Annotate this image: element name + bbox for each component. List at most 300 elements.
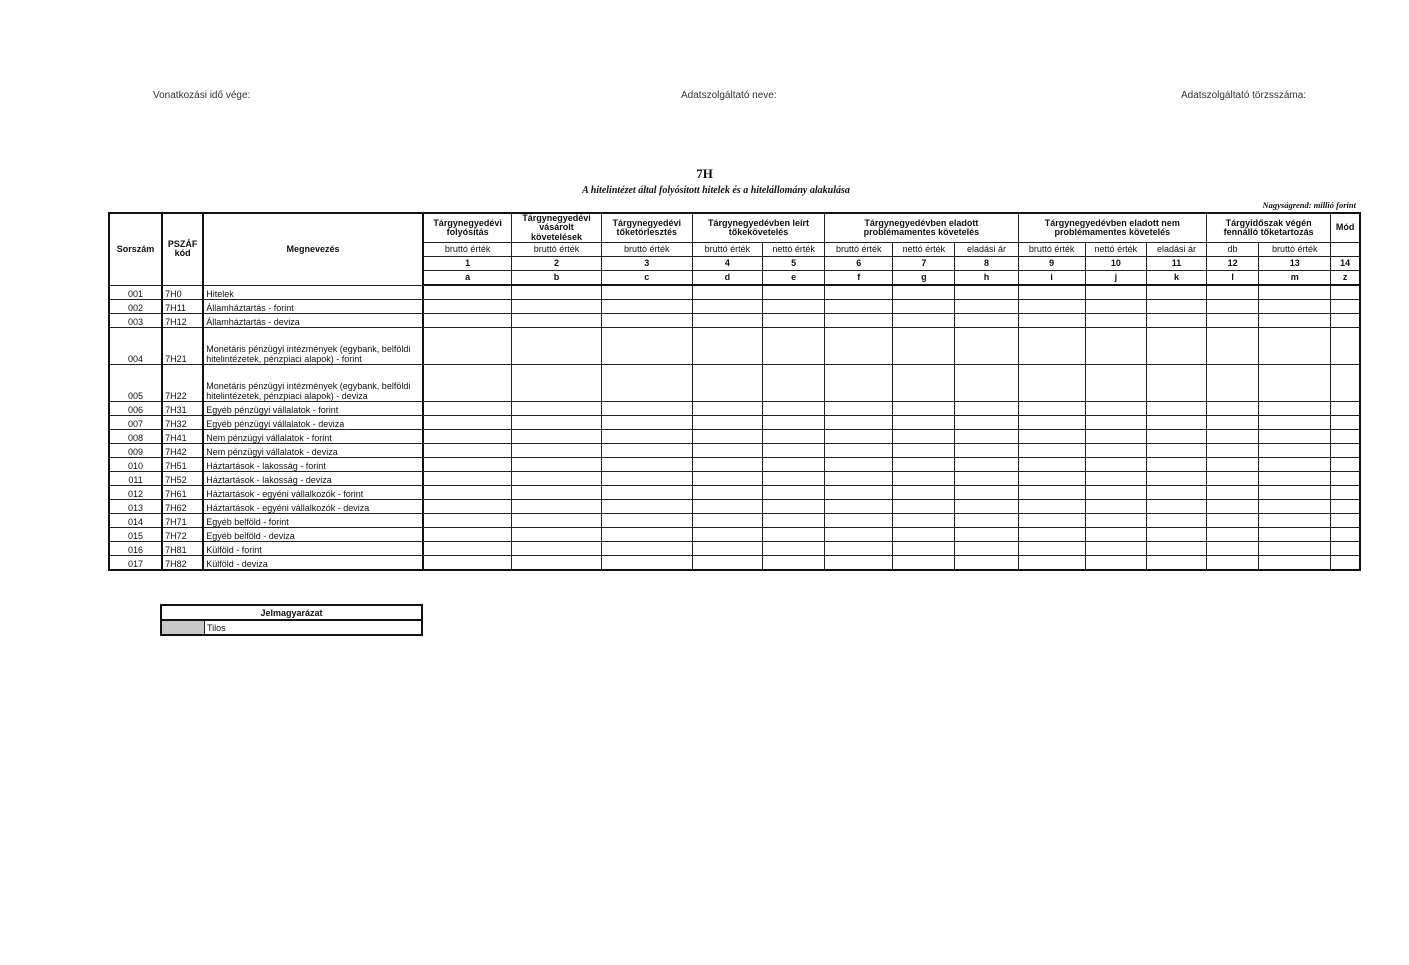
data-input-cell[interactable] [692,542,762,556]
data-input-cell[interactable] [1146,458,1206,472]
data-input-cell[interactable] [1018,328,1085,365]
group-header: Mód [1331,213,1360,243]
data-input-cell[interactable] [1085,458,1146,472]
data-input-cell[interactable] [423,328,512,365]
row-name: Hitelek [203,285,423,300]
table-row [109,486,1360,500]
data-input-cell[interactable] [825,416,893,430]
data-input-cell[interactable] [1085,514,1146,528]
data-input-cell[interactable] [601,528,692,542]
data-input-cell[interactable] [512,472,601,486]
column-letter-cell: a [423,271,512,286]
data-input-cell[interactable] [1207,486,1259,500]
data-input-cell[interactable] [763,402,825,416]
data-input-cell[interactable] [893,314,955,328]
table-row [109,402,1360,416]
table-row [109,285,1360,300]
report-unit: Nagyságrend: millió forint [1262,200,1356,210]
data-input-cell[interactable] [1146,402,1206,416]
data-input-cell[interactable] [1146,514,1206,528]
data-input-cell[interactable] [1146,500,1206,514]
data-input-cell[interactable] [1207,542,1259,556]
row-number: 002 [109,300,162,314]
data-input-cell[interactable] [893,458,955,472]
data-input-cell[interactable] [1331,472,1360,486]
row-code: 7H72 [162,528,203,542]
data-input-cell[interactable] [1085,314,1146,328]
data-input-cell[interactable] [1085,402,1146,416]
data-input-cell[interactable] [512,402,601,416]
data-input-cell[interactable] [893,328,955,365]
data-input-cell[interactable] [1146,300,1206,314]
data-input-cell[interactable] [512,430,601,444]
data-input-cell[interactable] [692,402,762,416]
data-input-cell[interactable] [1207,444,1259,458]
data-input-cell[interactable] [1018,556,1085,571]
data-input-cell[interactable] [692,500,762,514]
data-input-cell[interactable] [1207,285,1259,300]
data-input-cell[interactable] [763,472,825,486]
subheader-cell: bruttó érték [1259,243,1331,257]
data-input-cell[interactable] [512,314,601,328]
provider-id-label: Adatszolgáltató törzsszáma: [1181,90,1307,101]
data-input-cell[interactable] [1331,300,1360,314]
col-header-sorszam: Sorszám [109,213,162,285]
data-input-cell[interactable] [601,402,692,416]
data-input-cell[interactable] [893,472,955,486]
data-input-cell[interactable] [825,486,893,500]
group-header: Tárgynegyedévi folyósítás [423,213,512,243]
data-input-cell[interactable] [1331,542,1360,556]
data-input-cell[interactable] [1146,528,1206,542]
legend-title: Jelmagyarázat [161,605,422,620]
data-input-cell[interactable] [423,542,512,556]
data-input-cell[interactable] [955,328,1018,365]
data-input-cell[interactable] [1331,556,1360,571]
data-input-cell[interactable] [423,300,512,314]
row-code: 7H21 [162,328,203,365]
data-input-cell[interactable] [1331,430,1360,444]
column-letter-cell: e [763,271,825,286]
data-input-cell[interactable] [1146,285,1206,300]
row-name: Külföld - deviza [203,556,423,571]
subheader-cell: bruttó érték [512,243,601,257]
data-input-cell[interactable] [825,528,893,542]
data-input-cell[interactable] [423,472,512,486]
data-input-cell[interactable] [893,556,955,571]
data-input-cell[interactable] [1331,528,1360,542]
data-input-cell[interactable] [512,365,601,402]
data-input-cell[interactable] [512,542,601,556]
table-row [109,472,1360,486]
data-input-cell[interactable] [955,444,1018,458]
data-input-cell[interactable] [893,402,955,416]
data-input-cell[interactable] [893,444,955,458]
data-input-cell[interactable] [1085,365,1146,402]
data-input-cell[interactable] [1259,542,1331,556]
data-input-cell[interactable] [763,365,825,402]
data-input-cell[interactable] [423,514,512,528]
data-input-cell[interactable] [1207,500,1259,514]
data-input-cell[interactable] [423,556,512,571]
row-number: 006 [109,402,162,416]
data-input-cell[interactable] [1259,528,1331,542]
row-code: 7H51 [162,458,203,472]
column-letter-cell: b [512,271,601,286]
data-input-cell[interactable] [955,430,1018,444]
data-input-cell[interactable] [1331,444,1360,458]
data-input-cell[interactable] [423,458,512,472]
data-input-cell[interactable] [1018,500,1085,514]
data-input-cell[interactable] [763,314,825,328]
data-input-cell[interactable] [1085,556,1146,571]
row-code: 7H11 [162,300,203,314]
data-input-cell[interactable] [512,528,601,542]
data-input-cell[interactable] [825,328,893,365]
data-input-cell[interactable] [1085,500,1146,514]
data-input-cell[interactable] [423,444,512,458]
data-input-cell[interactable] [1018,314,1085,328]
column-number-cell: 14 [1331,257,1360,271]
data-input-cell[interactable] [1085,486,1146,500]
data-input-cell[interactable] [955,528,1018,542]
data-input-cell[interactable] [1207,472,1259,486]
row-number: 011 [109,472,162,486]
data-input-cell[interactable] [601,500,692,514]
data-input-cell[interactable] [1207,365,1259,402]
data-input-cell[interactable] [1018,300,1085,314]
data-input-cell[interactable] [1259,314,1331,328]
data-input-cell[interactable] [512,285,601,300]
data-input-cell[interactable] [512,328,601,365]
data-input-cell[interactable] [825,314,893,328]
data-input-cell[interactable] [1018,514,1085,528]
data-input-cell[interactable] [692,365,762,402]
data-input-cell[interactable] [1146,444,1206,458]
data-input-cell[interactable] [1331,314,1360,328]
data-input-cell[interactable] [512,486,601,500]
data-input-cell[interactable] [825,514,893,528]
table-row [109,542,1360,556]
data-input-cell[interactable] [1331,285,1360,300]
data-input-cell[interactable] [1259,514,1331,528]
data-input-cell[interactable] [601,328,692,365]
data-input-cell[interactable] [1085,430,1146,444]
data-input-cell[interactable] [825,444,893,458]
row-name: Háztartások - egyéni vállalkozók - forint [203,486,423,500]
row-name: Államháztartás - forint [203,300,423,314]
data-input-cell[interactable] [955,365,1018,402]
data-input-cell[interactable] [1331,328,1360,365]
data-input-cell[interactable] [1207,458,1259,472]
row-name: Háztartások - lakosság - deviza [203,472,423,486]
provider-name-label: Adatszolgáltató neve: [681,90,777,101]
data-input-cell[interactable] [1146,542,1206,556]
data-input-cell[interactable] [763,500,825,514]
row-number: 012 [109,486,162,500]
data-input-cell[interactable] [893,514,955,528]
table-row [109,514,1360,528]
data-input-cell[interactable] [893,365,955,402]
column-number-cell: 11 [1146,257,1206,271]
data-input-cell[interactable] [601,472,692,486]
row-code: 7H42 [162,444,203,458]
data-input-cell[interactable] [1207,314,1259,328]
row-name: Nem pénzügyi vállalatok - forint [203,430,423,444]
data-input-cell[interactable] [1018,416,1085,430]
data-input-cell[interactable] [1207,514,1259,528]
data-input-cell[interactable] [763,458,825,472]
data-input-cell[interactable] [1018,472,1085,486]
data-input-cell[interactable] [1331,500,1360,514]
data-input-cell[interactable] [601,314,692,328]
data-input-cell[interactable] [825,472,893,486]
data-input-cell[interactable] [955,542,1018,556]
data-input-cell[interactable] [825,430,893,444]
data-input-cell[interactable] [692,285,762,300]
data-input-cell[interactable] [1259,328,1331,365]
data-input-cell[interactable] [601,444,692,458]
data-input-cell[interactable] [763,300,825,314]
data-input-cell[interactable] [1259,486,1331,500]
row-number: 008 [109,430,162,444]
data-input-cell[interactable] [1207,416,1259,430]
report-table [108,212,1361,571]
data-input-cell[interactable] [1085,528,1146,542]
data-input-cell[interactable] [1018,365,1085,402]
data-input-cell[interactable] [1146,416,1206,430]
data-input-cell[interactable] [692,300,762,314]
data-input-cell[interactable] [1331,486,1360,500]
subheader-cell: bruttó érték [825,243,893,257]
data-input-cell[interactable] [1207,328,1259,365]
data-input-cell[interactable] [1018,486,1085,500]
report-code: 7H [696,166,713,181]
data-input-cell[interactable] [1146,328,1206,365]
data-input-cell[interactable] [423,528,512,542]
data-input-cell[interactable] [955,300,1018,314]
data-input-cell[interactable] [1207,300,1259,314]
data-input-cell[interactable] [763,416,825,430]
row-name: Egyéb belföld - deviza [203,528,423,542]
data-input-cell[interactable] [512,444,601,458]
legend-item: Tilos [205,620,423,635]
data-input-cell[interactable] [893,430,955,444]
data-input-cell[interactable] [601,486,692,500]
data-input-cell[interactable] [955,285,1018,300]
data-input-cell[interactable] [1259,444,1331,458]
data-input-cell[interactable] [1259,285,1331,300]
data-input-cell[interactable] [601,416,692,430]
subheader-cell: bruttó érték [601,243,692,257]
data-input-cell[interactable] [1146,472,1206,486]
data-input-cell[interactable] [1085,542,1146,556]
data-input-cell[interactable] [601,458,692,472]
data-input-cell[interactable] [893,486,955,500]
data-input-cell[interactable] [1085,328,1146,365]
data-input-cell[interactable] [423,285,512,300]
data-input-cell[interactable] [1085,416,1146,430]
data-input-cell[interactable] [423,402,512,416]
data-input-cell[interactable] [601,542,692,556]
subheader-cell: eladási ár [955,243,1018,257]
report-title: A hitelintézet által folyósított hitelek és a hitelállomány alakulása [582,185,850,196]
data-input-cell[interactable] [1018,430,1085,444]
row-code: 7H81 [162,542,203,556]
data-input-cell[interactable] [955,416,1018,430]
data-input-cell[interactable] [893,300,955,314]
data-input-cell[interactable] [825,500,893,514]
data-input-cell[interactable] [955,486,1018,500]
data-input-cell[interactable] [825,402,893,416]
data-input-cell[interactable] [512,500,601,514]
data-input-cell[interactable] [601,556,692,571]
column-number-cell: 4 [692,257,762,271]
data-input-cell[interactable] [423,365,512,402]
data-input-cell[interactable] [601,365,692,402]
column-number-cell: 13 [1259,257,1331,271]
data-input-cell[interactable] [512,514,601,528]
group-header: Tárgyidőszak végén fennálló tőketartozás [1207,213,1331,243]
data-input-cell[interactable] [825,365,893,402]
data-input-cell[interactable] [512,458,601,472]
data-input-cell[interactable] [1207,430,1259,444]
data-input-cell[interactable] [1146,314,1206,328]
data-input-cell[interactable] [1331,365,1360,402]
data-input-cell[interactable] [692,486,762,500]
data-input-cell[interactable] [893,285,955,300]
data-input-cell[interactable] [1331,402,1360,416]
data-input-cell[interactable] [692,472,762,486]
data-input-cell[interactable] [1018,285,1085,300]
data-input-cell[interactable] [692,528,762,542]
table-row [109,300,1360,314]
data-input-cell[interactable] [1018,528,1085,542]
data-input-cell[interactable] [763,514,825,528]
data-input-cell[interactable] [955,500,1018,514]
data-input-cell[interactable] [512,416,601,430]
data-input-cell[interactable] [1259,500,1331,514]
data-input-cell[interactable] [825,542,893,556]
column-letter-cell: f [825,271,893,286]
row-name: Háztartások - egyéni vállalkozók - deviza [203,500,423,514]
data-input-cell[interactable] [423,486,512,500]
data-input-cell[interactable] [763,528,825,542]
data-input-cell[interactable] [1085,444,1146,458]
data-input-cell[interactable] [512,300,601,314]
data-input-cell[interactable] [955,458,1018,472]
data-input-cell[interactable] [1207,556,1259,571]
data-input-cell[interactable] [893,542,955,556]
group-header: Tárgynegyedévben eladott problémamentes követelés [825,213,1018,243]
data-input-cell[interactable] [955,556,1018,571]
data-input-cell[interactable] [955,514,1018,528]
data-input-cell[interactable] [1259,300,1331,314]
data-input-cell[interactable] [423,430,512,444]
data-input-cell[interactable] [692,430,762,444]
data-input-cell[interactable] [1146,430,1206,444]
data-input-cell[interactable] [1146,365,1206,402]
data-input-cell[interactable] [1331,458,1360,472]
data-input-cell[interactable] [601,285,692,300]
data-input-cell[interactable] [1207,528,1259,542]
column-letter-cell: k [1146,271,1206,286]
data-input-cell[interactable] [692,328,762,365]
data-input-cell[interactable] [601,514,692,528]
data-input-cell[interactable] [601,300,692,314]
data-input-cell[interactable] [763,328,825,365]
data-input-cell[interactable] [1331,514,1360,528]
data-input-cell[interactable] [825,556,893,571]
data-input-cell[interactable] [1259,402,1331,416]
data-input-cell[interactable] [692,314,762,328]
table-row [109,328,1360,365]
data-input-cell[interactable] [423,314,512,328]
data-input-cell[interactable] [692,514,762,528]
data-input-cell[interactable] [1018,458,1085,472]
data-input-cell[interactable] [1259,556,1331,571]
data-input-cell[interactable] [423,416,512,430]
data-input-cell[interactable] [1085,472,1146,486]
row-code: 7H0 [162,285,203,300]
row-code: 7H22 [162,365,203,402]
data-input-cell[interactable] [1146,486,1206,500]
data-input-cell[interactable] [692,444,762,458]
data-input-cell[interactable] [1259,430,1331,444]
data-input-cell[interactable] [692,416,762,430]
group-header: Tárgynegyedévi vásárolt követelések [512,213,601,243]
data-input-cell[interactable] [893,528,955,542]
data-input-cell[interactable] [825,285,893,300]
data-input-cell[interactable] [825,458,893,472]
column-number-cell: 2 [512,257,601,271]
data-input-cell[interactable] [692,556,762,571]
data-input-cell[interactable] [1259,416,1331,430]
data-input-cell[interactable] [1018,402,1085,416]
data-input-cell[interactable] [1259,365,1331,402]
data-input-cell[interactable] [763,430,825,444]
data-input-cell[interactable] [955,314,1018,328]
data-input-cell[interactable] [512,556,601,571]
data-input-cell[interactable] [763,556,825,571]
data-input-cell[interactable] [763,486,825,500]
data-input-cell[interactable] [893,416,955,430]
data-input-cell[interactable] [763,444,825,458]
data-input-cell[interactable] [1018,542,1085,556]
row-number: 010 [109,458,162,472]
data-input-cell[interactable] [1259,458,1331,472]
column-number-cell: 12 [1207,257,1259,271]
data-input-cell[interactable] [1331,416,1360,430]
data-input-cell[interactable] [1259,472,1331,486]
data-input-cell[interactable] [763,285,825,300]
data-input-cell[interactable] [763,542,825,556]
data-input-cell[interactable] [601,430,692,444]
data-input-cell[interactable] [1018,444,1085,458]
data-input-cell[interactable] [955,472,1018,486]
row-name: Egyéb pénzügyi vállalatok - deviza [203,416,423,430]
data-input-cell[interactable] [1146,556,1206,571]
data-input-cell[interactable] [692,458,762,472]
data-input-cell[interactable] [1207,402,1259,416]
data-input-cell[interactable] [1085,300,1146,314]
data-input-cell[interactable] [825,300,893,314]
column-number-cell: 8 [955,257,1018,271]
data-input-cell[interactable] [1085,285,1146,300]
data-input-cell[interactable] [423,500,512,514]
data-input-cell[interactable] [955,402,1018,416]
data-input-cell[interactable] [893,500,955,514]
